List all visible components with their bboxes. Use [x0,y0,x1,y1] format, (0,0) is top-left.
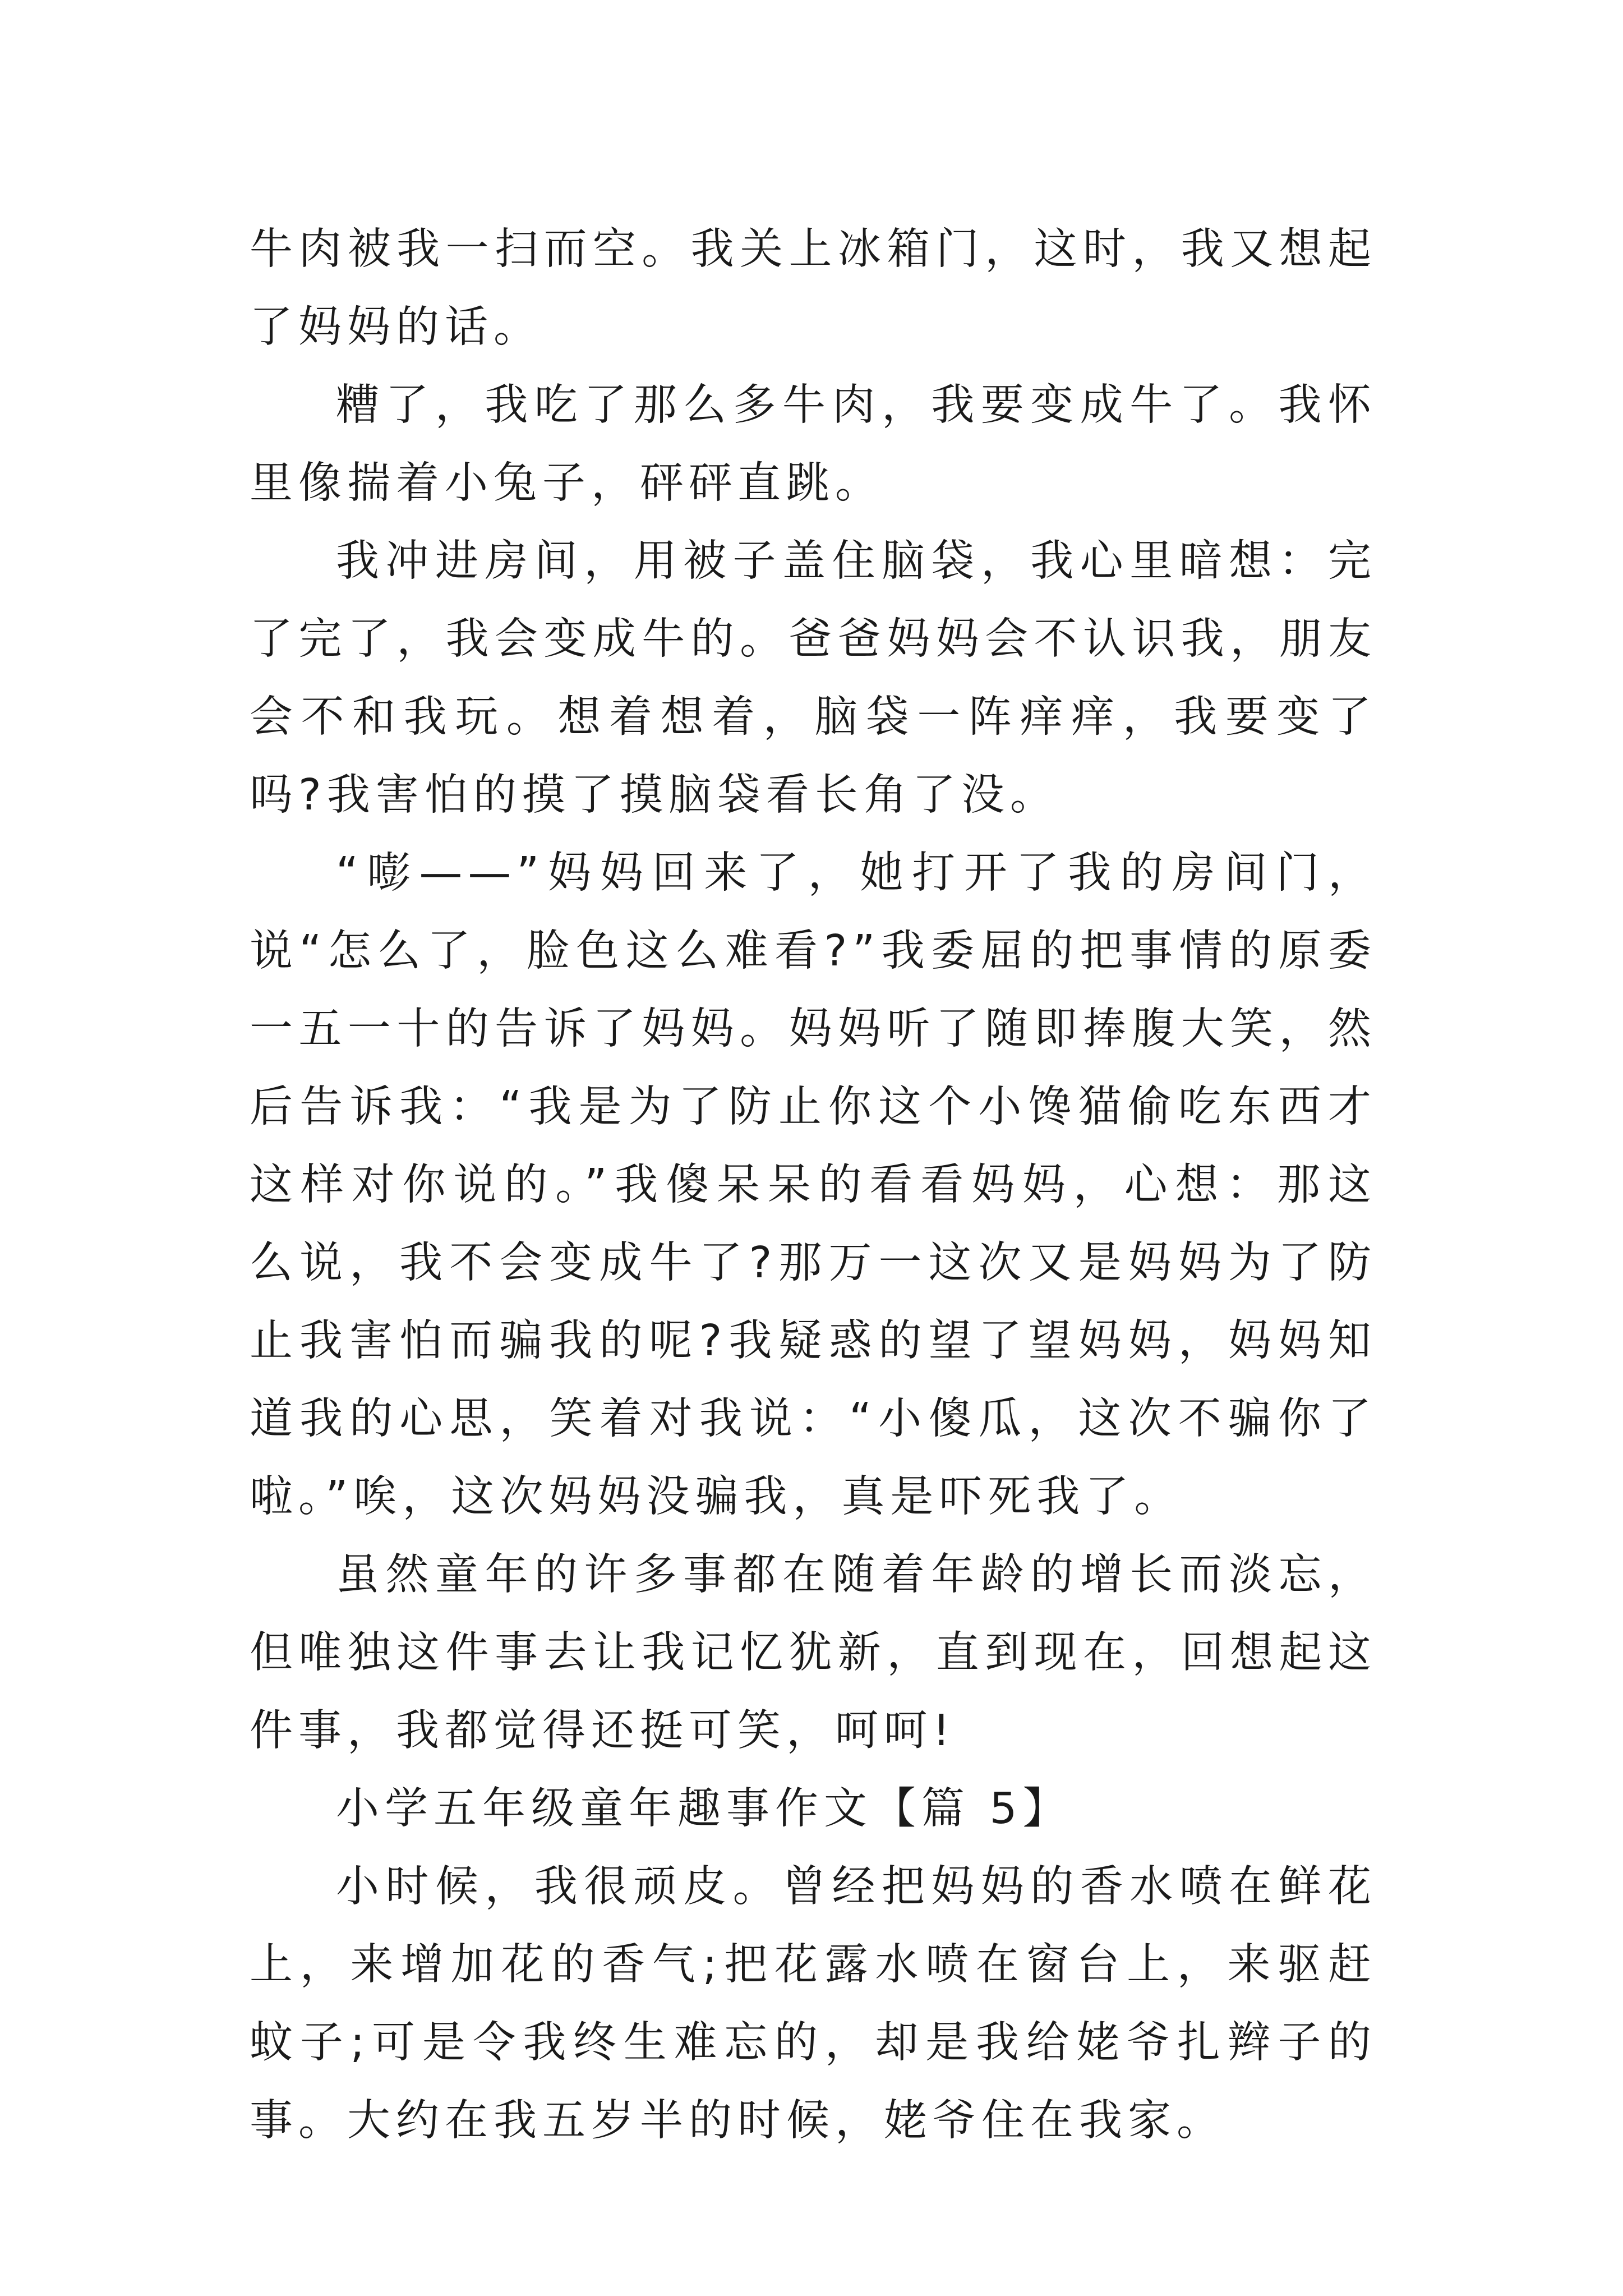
paragraph: “嘭——”妈妈回来了，她打开了我的房间门，说“怎么了，脸色这么难看?”我委屈的把事情的原委一五一十的告诉了妈妈。妈妈听了随即捧腹大笑，然后告诉我：“我是为了防止你这个小馋猫偷吃东西才这样对你说的。”我傻呆呆的看看妈妈，心想：那这么说，我不会变成牛了?那万一这次又是妈妈为了防止我害怕而骗我的呢?我疑惑的望了望妈妈，妈妈知道我的心思，笑着对我说：“小傻瓜，这次不骗你了啦。”唉，这次妈妈没骗我，真是吓死我了。 [250,848,1377,1522]
paragraph: 我冲进房间，用被子盖住脑袋，我心里暗想：完了完了，我会变成牛的。爸爸妈妈会不认识我，朋友会不和我玩。想着想着，脑袋一阵痒痒，我要变了吗?我害怕的摸了摸脑袋看长角了没。 [250,536,1377,820]
document-page [250,210,1377,2160]
paragraph: 小时候，我很顽皮。曾经把妈妈的香水喷在鲜花上，来增加花的香气;把花露水喷在窗台上，来驱赶蚊子;可是令我终生难忘的，却是我给姥爷扎辫子的事。大约在我五岁半的时候，姥爷住在我家。 [250,1862,1377,2146]
paragraph: 糟了，我吃了那么多牛肉，我要变成牛了。我怀里像揣着小兔子，砰砰直跳。 [250,380,1377,508]
paragraph: 虽然童年的许多事都在随着年龄的增长而淡忘，但唯独这件事去让我记忆犹新，直到现在，回想起这件事，我都觉得还挺可笑，呵呵! [250,1550,1377,1756]
section-heading: 小学五年级童年趣事作文【篇 5】 [336,1784,1072,1834]
paragraph-continued: 牛肉被我一扫而空。我关上冰箱门，这时，我又想起了妈妈的话。 [250,224,1377,352]
